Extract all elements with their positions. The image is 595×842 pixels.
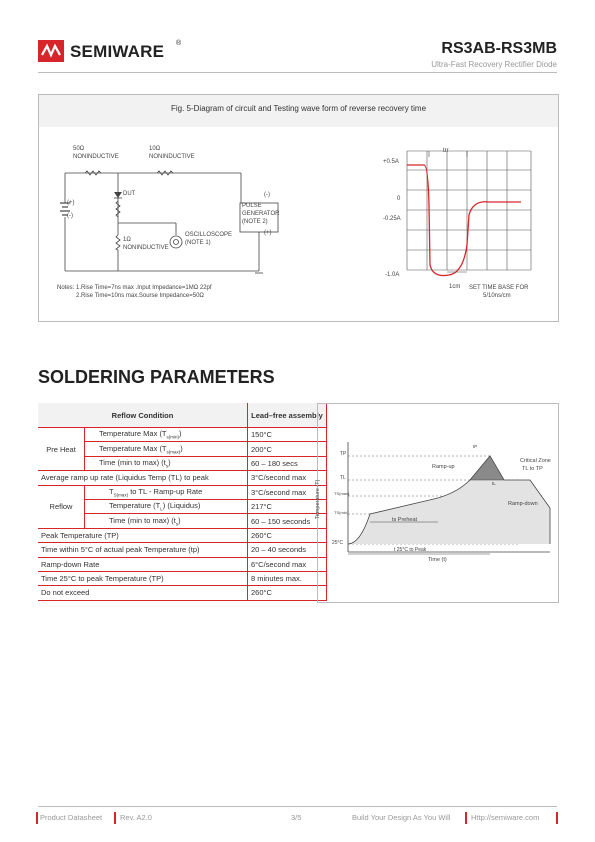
source-plus: (+): [67, 200, 75, 206]
row-value: 60 – 150 seconds: [248, 514, 327, 528]
row-param: $T_{S(max)}$ to TL - Ramp-up Rate: [85, 485, 248, 499]
row-value: 260°C: [248, 586, 327, 600]
wave-pos-label: +0.5A: [383, 159, 399, 165]
r2-value: 10Ω: [149, 146, 161, 152]
row-param: Temperature Max $(T_{s(min)})$: [85, 428, 248, 442]
row-value: 20 – 40 seconds: [248, 543, 327, 557]
table-row: [38, 586, 327, 600]
timebase-label-1: SET TIME BASE FOR: [469, 285, 529, 291]
waveform-grid: [407, 151, 531, 270]
source-minus: (-): [67, 213, 73, 219]
footer-page-number: 3/5: [291, 813, 302, 822]
wave-neg025-label: -0.25A: [383, 216, 401, 222]
recovery-waveform: [407, 165, 521, 276]
brand-name: SEMIWARE: [70, 42, 165, 61]
tp-label: TP: [340, 451, 347, 457]
section-title: SOLDERING PARAMETERS: [38, 367, 275, 387]
r3-type: NONINDUCTIVE: [123, 245, 169, 251]
footer-divider: [38, 806, 557, 807]
row-param: Ramp-down Rate: [38, 557, 248, 571]
row-value: 260°C: [248, 528, 327, 542]
row-param: Time (min to max) $(t_s)$: [85, 456, 248, 470]
reflow-profile-panel: [317, 403, 559, 603]
pulse-minus: (-): [264, 192, 270, 198]
footer-bar-right: [556, 812, 558, 824]
cm-label: 1cm: [449, 284, 461, 290]
note-2: 2.Rise Time=10ns max.Sourse Impedance=50Ω: [76, 293, 204, 299]
row-param: Temperature $(T_L)$ (Liquidus): [85, 499, 248, 513]
footer-doc-type: Product Datasheet: [40, 813, 103, 822]
table-row: [38, 543, 327, 557]
row-value: 8 minutes max.: [248, 571, 327, 585]
timebase-label-2: 5/10ns/cm: [483, 293, 511, 299]
part-number: RS3AB-RS3MB: [441, 40, 557, 57]
tsmin-label: TS(min): [334, 510, 349, 515]
pulse-generator-line3: (NOTE 2): [242, 219, 268, 225]
ramp-up-label: Ramp-up: [432, 464, 455, 470]
row-param: Temperature Max $(T_{s(max)})$: [85, 442, 248, 456]
row-value: 3°C/second max: [248, 485, 327, 499]
row-value: 3°C/second max: [248, 471, 327, 485]
tl-time-label: tL: [492, 481, 496, 486]
registered-mark: ®: [176, 40, 182, 47]
r1-type: NONINDUCTIVE: [73, 154, 119, 160]
header-divider: [38, 72, 557, 73]
oscilloscope-icon: [170, 236, 182, 248]
reflow-table: [38, 403, 327, 601]
wave-zero-label: 0: [397, 196, 401, 202]
r2-type: NONINDUCTIVE: [149, 154, 195, 160]
r1-value: 50Ω: [73, 146, 85, 152]
table-row: [38, 471, 327, 485]
table-row: [38, 571, 327, 585]
table-row: [38, 557, 327, 571]
oscilloscope-note: (NOTE 1): [185, 240, 211, 246]
header-reflow-condition: Reflow Condition: [38, 403, 248, 428]
table-row: [38, 428, 327, 442]
pulse-plus: (+): [264, 230, 272, 236]
row-param: Average ramp up rate (Liquidus Temp (TL) to peak: [38, 471, 248, 485]
row-value: 217°C: [248, 499, 327, 513]
footer-slogan: Build Your Design As You Will: [352, 813, 451, 822]
footer-bar: [114, 812, 116, 824]
brand-logo-icon: [38, 40, 64, 62]
ramp-down-label: Ramp-down: [508, 501, 538, 507]
row-value: 6°C/second max: [248, 557, 327, 571]
row-param: Do not exceed: [38, 586, 248, 600]
row-param: Time 25°C to peak Temperature (TP): [38, 571, 248, 585]
wave-neg1-label: -1.0A: [385, 272, 400, 278]
row-value: 60 – 180 secs: [248, 456, 327, 470]
tl-label: TL: [340, 475, 346, 481]
figure-5-panel: [38, 94, 559, 322]
profile-y-axis-label: Temperature (T): [315, 479, 321, 519]
tsmax-label: TS(max): [334, 491, 350, 496]
dut-label: DUT: [123, 191, 136, 197]
footer-url[interactable]: Http://semiware.com: [471, 813, 540, 822]
table-row: [38, 485, 327, 499]
row-value: 150°C: [248, 428, 327, 442]
critical-zone: [470, 456, 504, 480]
oscilloscope-label: OSCILLOSCOPE: [185, 232, 233, 238]
footer-revision: Rev. A2.0: [120, 813, 152, 822]
row-param: Time (min to max) $(t_s)$: [85, 514, 248, 528]
trr-label: trr: [443, 148, 449, 154]
t25-label: 25°C: [332, 540, 344, 546]
footer-bar: [465, 812, 467, 824]
figure-5-title: Fig. 5-Diagram of circuit and Testing wave form of reverse recovery time: [170, 104, 427, 113]
reflow-label: Reflow: [38, 485, 85, 528]
row-param: Time within 5°C of actual peak Temperature (tp): [38, 543, 248, 557]
table-row: [38, 528, 327, 542]
footer-bar-left: [36, 812, 38, 824]
row-param: Peak Temperature (TP): [38, 528, 248, 542]
pulse-generator-line1: PULSE: [242, 203, 262, 209]
tp-time-label: tP: [473, 444, 478, 449]
r3-value: 1Ω: [123, 237, 131, 243]
critical-zone-label-2: TL to TP: [522, 466, 543, 472]
note-1: Notes: 1.Rise Time=7ns max .Input Impedance=1MΩ 22pf: [57, 285, 212, 291]
peak-time-label: t 25°C to Peak: [394, 547, 427, 553]
critical-zone-label-1: Critical Zone: [520, 458, 551, 464]
pre-heat-label: Pre Heat: [38, 428, 85, 471]
profile-x-axis-label: Time (t): [428, 557, 447, 563]
resistor-1-icon: [116, 235, 120, 250]
header-lead-free: Lead–free assembly: [248, 403, 327, 428]
pulse-generator-line2: GENERATOR: [242, 211, 280, 217]
diode-icon: [114, 192, 122, 198]
document-subtitle: Ultra-Fast Recovery Rectifier Diode: [431, 60, 557, 69]
preheat-label: ts Preheat: [392, 517, 418, 523]
row-value: 200°C: [248, 442, 327, 456]
